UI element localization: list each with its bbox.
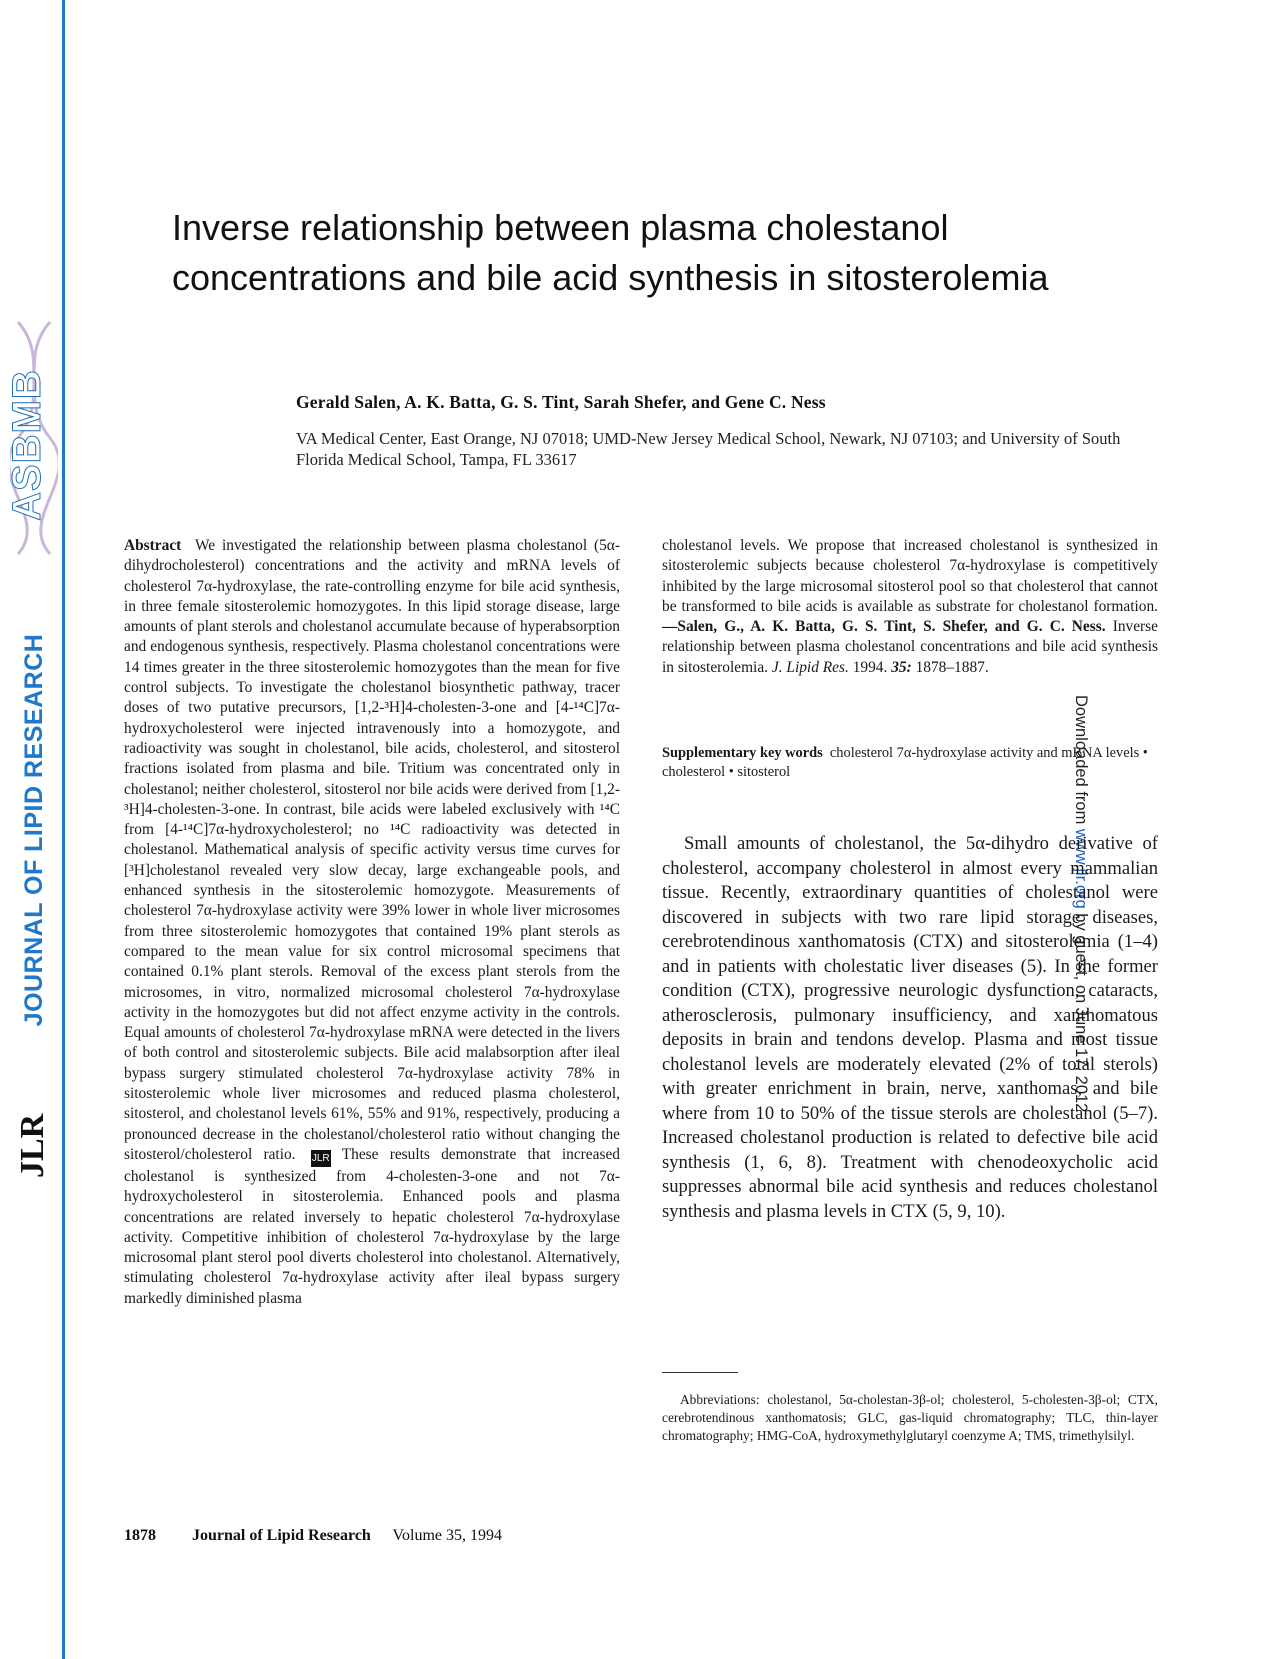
keywords-text: cholesterol 7α-hydroxylase activity and mRNA levels • cholesterol • sitosterol	[662, 745, 1148, 780]
author-list: Gerald Salen, A. K. Batta, G. S. Tint, Sarah Shefer, and Gene C. Ness	[296, 392, 826, 412]
abstract-label: Abstract	[124, 537, 182, 554]
keywords-label: Supplementary key words	[662, 745, 823, 761]
asbmb-logo: ASBMB	[5, 369, 49, 521]
keywords	[662, 744, 1158, 782]
citation-volume: 35:	[891, 658, 912, 676]
citation-year: 1994.	[852, 658, 888, 676]
affiliation: VA Medical Center, East Orange, NJ 07018; UMD-New Jersey Medical School, Newark, NJ 07103; and University of South Florida Medical School, Tampa, FL 33617	[296, 429, 1121, 469]
jlr-badge-icon: JLR	[311, 1150, 331, 1167]
download-notice: Downloaded from www.jlr.org by guest, on June 17, 2012	[1072, 695, 1090, 1113]
page-number: 1878	[124, 1527, 156, 1544]
sidebar-rule	[62, 0, 65, 1659]
abstract-text-1: We investigated the relationship between plasma cholestanol (5α-dihydrocholesterol) concentrations and the activity and mRNA levels of cholesterol 7α-hydroxylase, the rate-controlling enzyme for bile acid synthesis, in three female sitosterolemic homozygotes. In this lipid storage disease, large amounts of plant sterols and cholestanol accumulate because of hyperabsorption and endogenous synthesis, respectively. Plasma cholestanol concentrations were 14 times greater in the three sitosterolemic homozygotes than the mean for five control subjects. To investigate the cholestanol biosynthetic pathway, tracer doses of two putative precursors, [1,2-³H]4-cholesten-3-one and [4-¹⁴C]7α-hydroxycholesterol were injected intravenously into a homozygote, and radioactivity was sought in cholestanol, bile acids, cholesterol, and sitosterol fractions isolated from plasma and bile. Tritium was concentrated only in cholestanol; neither cholesterol, sitosterol nor bile acids were derived from [1,2-³H]4-cholesten-3-one. In contrast, bile acids were labeled exclusively with ¹⁴C from [4-¹⁴C]7α-hydroxycholesterol; no ¹⁴C radioactivity was detected in cholestanol. Mathematical analysis of specific activity versus time curves for [³H]cholestanol revealed very slow decay, large exchangeable pools, and enhanced synthesis in the sitosterolemic homozygote. Measurements of cholesterol 7α-hydroxylase activity were 39% lower in whole liver microsomes from three sitosterolemic homozygotes that contained 19% plant sterols as compared to the mean value for six control microsomal specimens that contained 0.1% plant sterols. Removal of the excess plant sterols from the microsomes, in vitro, normalized microsomal cholesterol 7α-hydroxylase activity in the homozygotes but did not affect enzyme activity in the controls. Equal amounts of cholesterol 7α-hydroxylase mRNA were detected in the livers of both control and sitosterolemic subjects. Bile acid malabsorption after ileal bypass surgery stimulated cholesterol 7α-hydroxylase activity 78% in sitosterolemic whole liver microsomes and reduced plasma cholesterol, sitosterol, and cholestanol levels 61%, 55% and 91%, respectively, producing a pronounced decrease in the cholestanol/cholesterol ratio without changing the sitosterol/cholesterol ratio.	[124, 537, 620, 1163]
citation-text: Inverse relationship between plasma cholestanol concentrations and bile acid synthesis in sitosterolemia.	[662, 618, 1158, 676]
page-footer	[124, 1527, 502, 1545]
abstract-text-2: These results demonstrate that increased cholestanol is synthesized from 4-cholesten-3-one and not 7α-hydroxycholesterol in sitosterolemia. Enhanced pools and plasma concentrations are related inversely to hepatic cholesterol 7α-hydroxylase activity. Competitive inhibition of cholesterol 7α-hydroxylase by the large microsomal plant sterol pool diverts cholesterol into cholestanol. Alternatively, stimulating cholesterol 7α-hydroxylase activity after ileal bypass surgery markedly diminished plasma	[124, 1145, 620, 1307]
abbreviations-footnote: Abbreviations: cholestanol, 5α-cholestan-3β-ol; cholesterol, 5-cholesten-3β-ol; CTX, cerebrotendinous xanthomatosis; GLC, gas-liquid chromatography; TLC, thin-layer chromatography; HMG-CoA, hydroxymethylglutaryl coenzyme A; TMS, trimethylsilyl.	[662, 1392, 1158, 1443]
introduction-paragraph: Small amounts of cholestanol, the 5α-dihydro derivative of cholesterol, accompany cholesterol in almost every mammalian tissue. Recently, extraordinary quantities of cholestanol were discovered in subjects with two rare lipid storage diseases, cerebrotendinous xanthomatosis (CTX) and sitosterolemia (1–4) and in patients with cholestatic liver diseases (5). In the former condition (CTX), progressive neurologic dysfunction, cataracts, atherosclerosis, pulmonary insufficiency, and xanthomatous deposits in brain and tendons develop. Plasma and most tissue cholestanol levels are moderately elevated (2% of total sterols) with greater enrichment in brain, nerve, xanthomas, and bile where from 10 to 50% of the tissue sterols are cholestanol (5–7). Increased cholestanol production is related to defective bile acid synthesis (1, 6, 8). Treatment with chenodeoxycholic acid suppresses abnormal bile acid synthesis and reduces cholestanol synthesis and plasma levels in CTX (5, 9, 10).	[662, 833, 1158, 1222]
footnote-rule	[662, 1372, 738, 1373]
article-title: Inverse relationship between plasma cholestanol concentrations and bile acid synthesis in sitosterolemia	[172, 207, 1049, 298]
citation-authors: —Salen, G., A. K. Batta, G. S. Tint, S. Shefer, and G. C. Ness.	[662, 618, 1106, 636]
footer-journal: Journal of Lipid Research	[192, 1527, 371, 1544]
citation-pages: 1878–1887.	[915, 658, 989, 676]
abstract-column-left	[124, 536, 620, 1309]
citation-journal: J. Lipid Res.	[771, 658, 849, 676]
jlr-mark-icon: JLR	[14, 1113, 51, 1178]
footer-volume: Volume 35, 1994	[392, 1527, 503, 1544]
abstract-column-right	[662, 536, 1158, 678]
abstract-continued: cholestanol levels. We propose that increased cholestanol is synthesized in sitosterolemic subjects because cholesterol 7α-hydroxylase is competitively inhibited by the large microsomal sitosterol pool so that cholesterol that cannot be transformed to bile acids is available as substrate for cholestanol formation.	[662, 537, 1158, 615]
jlr-link[interactable]: www.jlr.org	[1072, 828, 1090, 909]
journal-name-vertical: JOURNAL OF LIPID RESEARCH	[20, 633, 48, 1027]
